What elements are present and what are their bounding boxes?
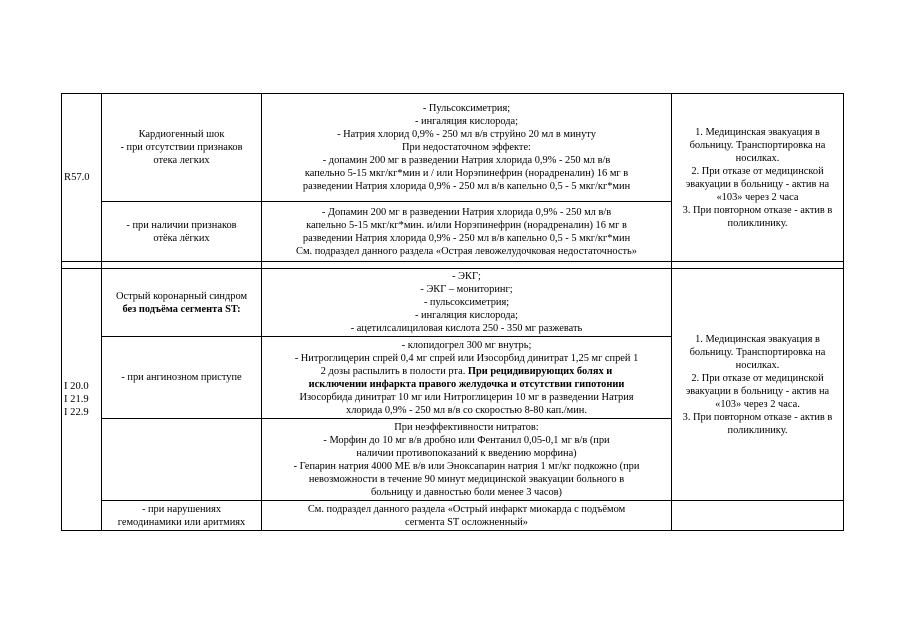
actions-hemodynamic-disorders: См. подраздел данного раздела «Острый инфаркт миокарда с подъёмом сегмента ST осложненный» <box>262 501 672 531</box>
condition-cardiogenic-shock: Кардиогенный шок - при отсутствии признаков отека легких <box>102 94 262 202</box>
actions-acs-no-st: - ЭКГ; - ЭКГ – мониторинг; - пульсоксиметрия; - ингаляция кислорода; - ацетилсалициловая кислота 250 - 350 мг разжевать <box>262 269 672 337</box>
protocol-table <box>61 93 844 531</box>
actions-nitrate-failure: При неэффективности нитратов: - Морфин до 10 мг в/в дробно или Фентанил 0,05-0,1 мг в/в (при наличии противопоказаний к введению морфина) - Гепарин натрия 4000 МЕ в/в или Эноксапарин натрия 1 мг/кг подкожно (при невозможности в течение 90 минут медицинской эвакуации больного в больницу и давностью боли менее 3 часов) <box>262 419 672 501</box>
result-section2: 1. Медицинская эвакуация в больницу. Транспортировка на носилках. 2. При отказе от медицинской эвакуации в больницу - актив на «103» через 2 часа. 3. При повторном отказе - актив в поликлинику. <box>672 269 844 501</box>
diagnosis-codes-i20: I 20.0 I 21.9 I 22.9 <box>62 269 102 531</box>
condition-empty <box>102 419 262 501</box>
result-empty <box>672 501 844 531</box>
diagnosis-code-r57: R57.0 <box>62 94 102 262</box>
actions-cardiogenic-shock: - Пульсоксиметрия; - ингаляция кислорода; - Натрия хлорид 0,9% - 250 мл в/в струйно 20 мл в минуту При недостаточном эффекте: - допамин 200 мг в разведении Натрия хлорида 0,9% - 250 мл в/в капельно 5-15 мкг/кг*мин и / или Норэпинефрин (норадреналин) 16 мг в разведении Натрия хлорида 0,9% - 250 мл в/в капельно 0,5 - 5 мкг/кг*мин <box>262 94 672 202</box>
condition-anginal-attack: - при ангинозном приступе <box>102 337 262 419</box>
actions-pulmonary-edema: - Допамин 200 мг в разведении Натрия хлорида 0,9% - 250 мл в/в капельно 5-15 мкг/кг*мин. и/или Норэпинефрин (норадреналин) 16 мг в разведении Натрия хлорида 0,9% - 250 мл в/в капельно 0,5 - 5 мкг/кг*мин См. подраздел данного раздела «Острая левожелудочковая недостаточность» <box>262 202 672 262</box>
condition-acs-no-st: Острый коронарный синдром без подъёма сегмента ST: <box>102 269 262 337</box>
actions-anginal-attack: - клопидогрел 300 мг внутрь; - Нитроглицерин спрей 0,4 мг спрей или Изосорбид динитрат 1,25 мг спрей 1 2 дозы распылить в полости рта. При рецидивирующих болях и исключении инфаркта правого желудочка и отсутствии гипотонии Изосорбида динитрат 10 мг или Нитроглицерин 10 мг в разведении Натрия хлорида 0,9% - 250 мл в/в со скоростью 8-80 кап./мин. <box>262 337 672 419</box>
condition-pulmonary-edema: - при наличии признаков отёка лёгких <box>102 202 262 262</box>
condition-hemodynamic-disorders: - при нарушениях гемодинамики или аритмиях <box>102 501 262 531</box>
result-section1: 1. Медицинская эвакуация в больницу. Транспортировка на носилках. 2. При отказе от медицинской эвакуации в больницу - актив на «103» через 2 часа 3. При повторном отказе - актив в поликлинику. <box>672 94 844 262</box>
